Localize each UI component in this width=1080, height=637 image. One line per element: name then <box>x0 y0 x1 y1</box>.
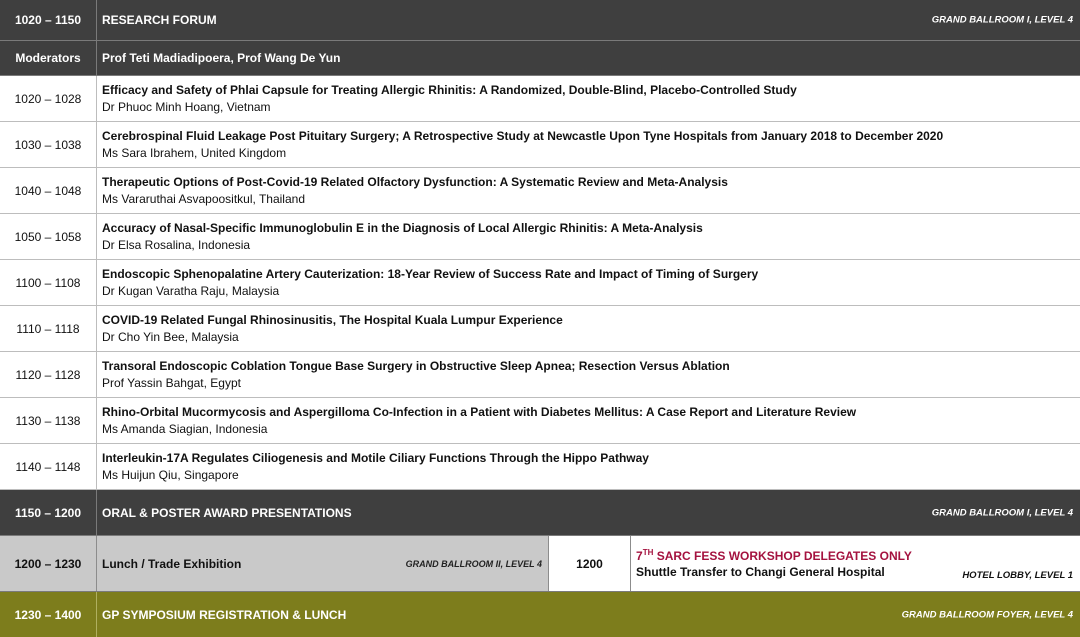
talk-speaker: Ms Huijun Qiu, Singapore <box>102 467 239 482</box>
talk-title: Cerebrospinal Fluid Leakage Post Pituitary Surgery; A Retrospective Study at Newcastle Upon Tyne Hospitals from January 2018 to December 2020 <box>102 128 944 143</box>
lunch-cell <box>97 536 549 591</box>
talk-cell <box>97 122 1080 167</box>
talk-row <box>0 306 1080 352</box>
lunch-time: 1200 – 1230 <box>0 536 97 591</box>
session-time: 1230 – 1400 <box>0 592 97 637</box>
talk-title: Interleukin-17A Regulates Ciliogenesis and Motile Ciliary Functions Through the Hippo Pathway <box>102 450 649 465</box>
talk-time: 1030 – 1038 <box>0 122 97 167</box>
talk-time: 1130 – 1138 <box>0 398 97 443</box>
workshop-ordinal: TH <box>642 547 654 557</box>
talk-cell <box>97 168 1080 213</box>
talk-title: Efficacy and Safety of Phlai Capsule for Treating Allergic Rhinitis: A Randomized, Double-Blind, Placebo-Controlled Study <box>102 82 797 97</box>
talk-row <box>0 260 1080 306</box>
shuttle-text: Shuttle Transfer to Changi General Hospital <box>636 564 885 579</box>
talk-cell <box>97 444 1080 489</box>
talk-row <box>0 122 1080 168</box>
talk-row <box>0 398 1080 444</box>
talk-cell <box>97 306 1080 351</box>
shuttle-time: 1200 <box>549 536 631 591</box>
lunch-title: Lunch / Trade Exhibition <box>102 556 242 571</box>
talk-time: 1040 – 1048 <box>0 168 97 213</box>
research-forum-row <box>0 0 1080 41</box>
talk-cell <box>97 398 1080 443</box>
talk-speaker: Dr Kugan Varatha Raju, Malaysia <box>102 283 280 298</box>
talk-cell <box>97 352 1080 397</box>
talk-speaker: Ms Sara Ibrahem, United Kingdom <box>102 145 287 160</box>
lunch-venue: GRAND BALLROOM II, LEVEL 4 <box>405 558 542 569</box>
session-title: GP SYMPOSIUM REGISTRATION & LUNCH <box>102 607 347 622</box>
session-title: ORAL & POSTER AWARD PRESENTATIONS <box>102 505 352 520</box>
session-venue: GRAND BALLROOM I, LEVEL 4 <box>931 14 1073 26</box>
talk-speaker: Ms Amanda Siagian, Indonesia <box>102 421 268 436</box>
talk-row <box>0 352 1080 398</box>
talk-time: 1110 – 1118 <box>0 306 97 351</box>
talk-title: Accuracy of Nasal-Specific Immunoglobulin E in the Diagnosis of Local Allergic Rhinitis: A Meta-Analysis <box>102 220 703 235</box>
talk-speaker: Dr Elsa Rosalina, Indonesia <box>102 237 251 252</box>
talk-speaker: Dr Cho Yin Bee, Malaysia <box>102 329 239 344</box>
workshop-notice <box>636 548 1080 564</box>
talk-row <box>0 76 1080 122</box>
talk-time: 1020 – 1028 <box>0 76 97 121</box>
award-row <box>0 490 1080 536</box>
talk-cell <box>97 76 1080 121</box>
talk-title: COVID-19 Related Fungal Rhinosinusitis, The Hospital Kuala Lumpur Experience <box>102 312 563 327</box>
session-title: RESEARCH FORUM <box>102 13 217 27</box>
talk-time: 1120 – 1128 <box>0 352 97 397</box>
session-venue: GRAND BALLROOM I, LEVEL 4 <box>931 507 1073 518</box>
talk-title: Transoral Endoscopic Coblation Tongue Base Surgery in Obstructive Sleep Apnea; Resection Versus Ablation <box>102 358 730 373</box>
talk-row <box>0 214 1080 260</box>
session-cell <box>97 592 1080 637</box>
talk-time: 1140 – 1148 <box>0 444 97 489</box>
session-cell <box>97 0 1080 40</box>
session-time: 1020 – 1150 <box>0 0 97 40</box>
workshop-number: 7 <box>636 548 643 563</box>
talk-speaker: Dr Phuoc Minh Hoang, Vietnam <box>102 99 271 114</box>
talk-row <box>0 444 1080 490</box>
moderators-label: Moderators <box>0 41 97 75</box>
talk-speaker: Prof Yassin Bahgat, Egypt <box>102 375 241 390</box>
talk-title: Therapeutic Options of Post-Covid-19 Related Olfactory Dysfunction: A Systematic Review and Meta-Analysis <box>102 174 728 189</box>
moderators-names: Prof Teti Madiadipoera, Prof Wang De Yun <box>102 51 341 65</box>
talk-time: 1100 – 1108 <box>0 260 97 305</box>
talk-title: Endoscopic Sphenopalatine Artery Cauterization: 18-Year Review of Success Rate and Impact of Timing of Surgery <box>102 266 759 281</box>
talk-cell <box>97 214 1080 259</box>
moderators-cell <box>97 41 1080 75</box>
workshop-text: SARC FESS WORKSHOP DELEGATES ONLY <box>653 548 912 563</box>
talk-time: 1050 – 1058 <box>0 214 97 259</box>
moderators-row <box>0 41 1080 76</box>
session-venue: GRAND BALLROOM FOYER, LEVEL 4 <box>901 609 1073 620</box>
gp-symposium-row <box>0 592 1080 637</box>
talk-title: Rhino-Orbital Mucormycosis and Aspergilloma Co-Infection in a Patient with Diabetes Mellitus: A Case Report and Literature Review <box>102 404 857 419</box>
session-cell <box>97 490 1080 535</box>
lunch-row <box>0 536 1080 592</box>
shuttle-cell <box>631 536 1080 591</box>
talk-row <box>0 168 1080 214</box>
shuttle-venue: HOTEL LOBBY, LEVEL 1 <box>962 570 1073 581</box>
talk-speaker: Ms Vararuthai Asvapoositkul, Thailand <box>102 191 305 206</box>
talk-cell <box>97 260 1080 305</box>
session-time: 1150 – 1200 <box>0 490 97 535</box>
